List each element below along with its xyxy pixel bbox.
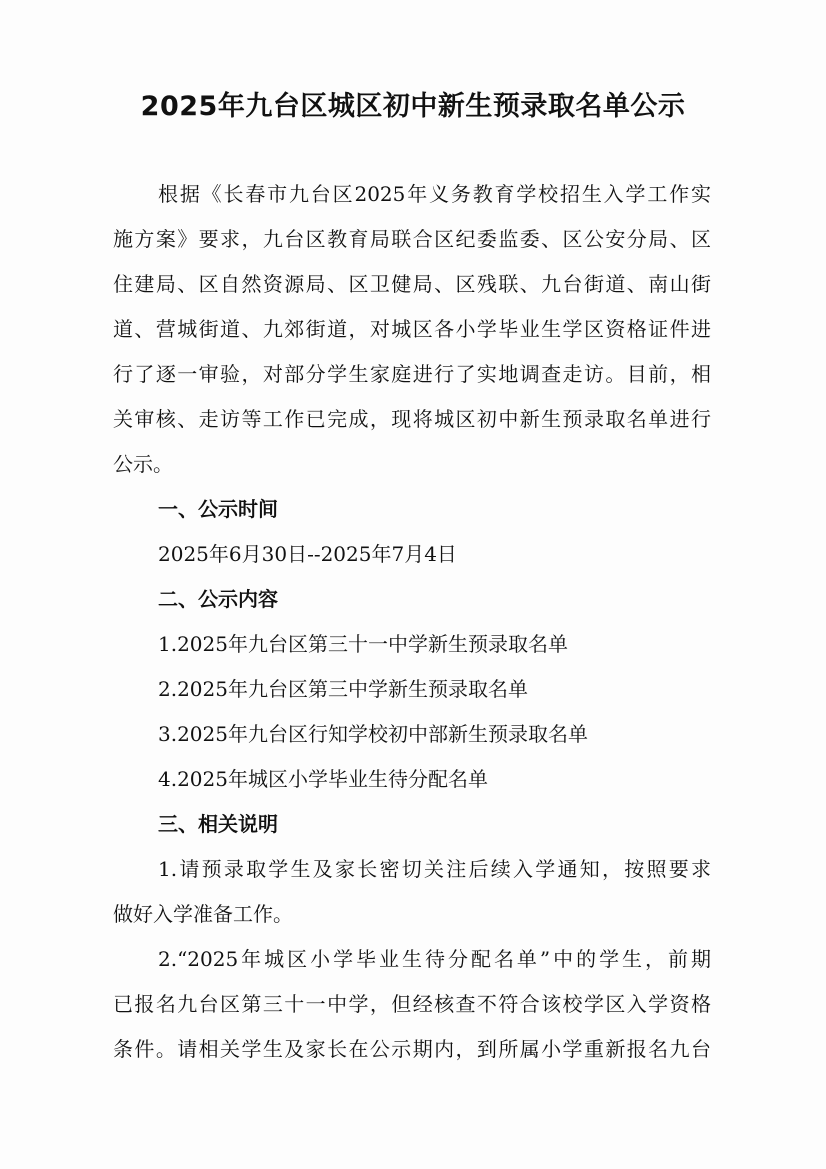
intro-line: 道、营城街道、九郊街道，对城区各小学毕业生学区资格证件进 bbox=[113, 317, 711, 341]
note-line: 条件。请相关学生及家长在公示期内，到所属小学重新报名九台 bbox=[113, 1037, 711, 1061]
announcement-period: 2025年6月30日--2025年7月4日 bbox=[158, 542, 457, 566]
section-heading-notes: 三、相关说明 bbox=[158, 812, 278, 836]
note-line: 做好入学准备工作。 bbox=[113, 902, 293, 926]
note-line: 1.请预录取学生及家长密切关注后续入学通知，按照要求 bbox=[158, 857, 711, 881]
list-item: 4.2025年城区小学毕业生待分配名单 bbox=[158, 767, 488, 791]
intro-line: 关审核、走访等工作已完成，现将城区初中新生预录取名单进行 bbox=[113, 407, 711, 431]
list-item: 2.2025年九台区第三中学新生预录取名单 bbox=[158, 677, 528, 701]
list-item: 1.2025年九台区第三十一中学新生预录取名单 bbox=[158, 632, 568, 656]
intro-line: 根据《长春市九台区2025年义务教育学校招生入学工作实 bbox=[158, 182, 711, 206]
list-item: 3.2025年九台区行知学校初中部新生预录取名单 bbox=[158, 722, 588, 746]
intro-line: 公示。 bbox=[113, 452, 173, 476]
intro-line: 施方案》要求，九台区教育局联合区纪委监委、区公安分局、区 bbox=[113, 227, 711, 251]
page-title: 2025年九台区城区初中新生预录取名单公示 bbox=[140, 91, 686, 122]
note-line: 已报名九台区第三十一中学，但经核查不符合该校学区入学资格 bbox=[113, 992, 711, 1016]
section-heading-time: 一、公示时间 bbox=[158, 497, 278, 521]
section-heading-content: 二、公示内容 bbox=[158, 587, 278, 611]
note-line: 2.“2025年城区小学毕业生待分配名单”中的学生，前期 bbox=[158, 947, 711, 971]
intro-line: 住建局、区自然资源局、区卫健局、区残联、九台街道、南山街 bbox=[113, 272, 711, 296]
intro-line: 行了逐一审验，对部分学生家庭进行了实地调查走访。目前，相 bbox=[113, 362, 711, 386]
